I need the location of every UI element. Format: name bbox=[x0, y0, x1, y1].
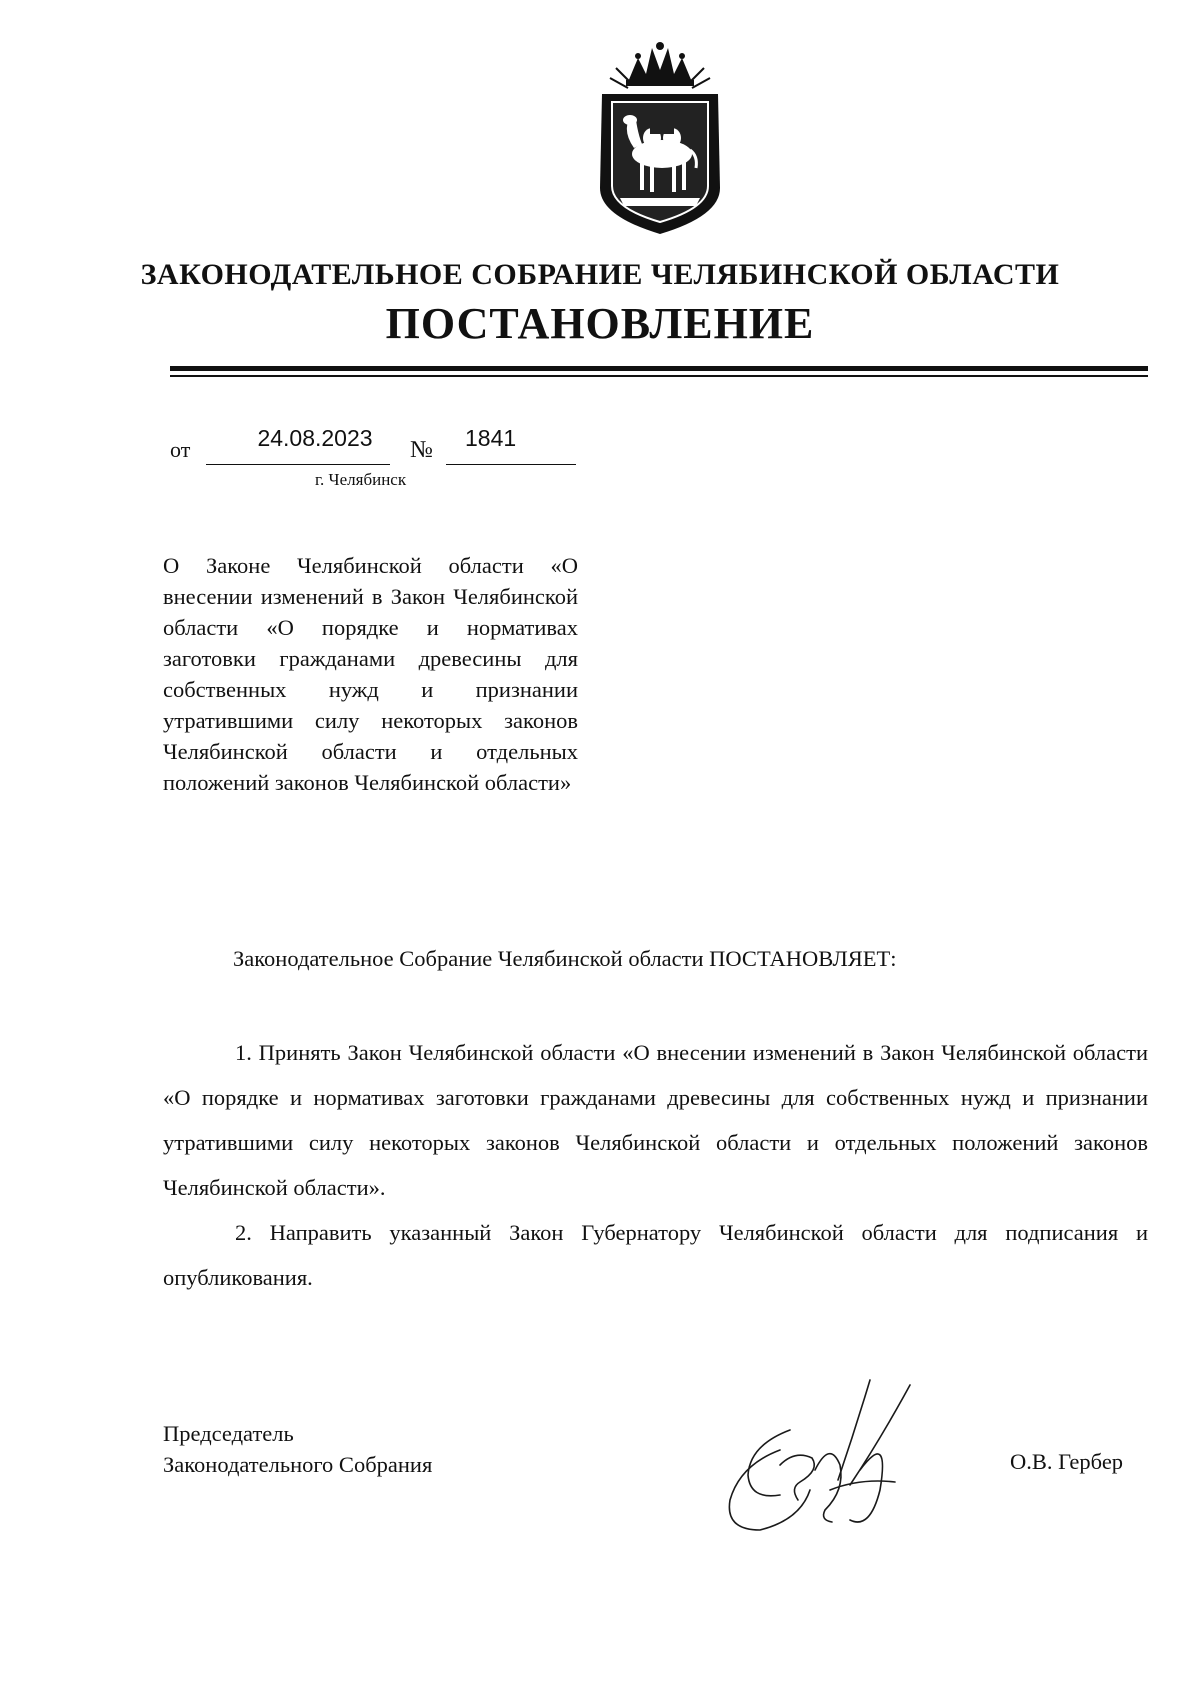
registration-block bbox=[170, 425, 590, 495]
header-divider-thin bbox=[170, 375, 1148, 377]
document-city: г. Челябинск bbox=[315, 470, 407, 489]
header-divider-thick bbox=[170, 366, 1148, 371]
resolution-items bbox=[163, 1030, 1148, 1300]
organization-title: ЗАКОНОДАТЕЛЬНОЕ СОБРАНИЕ ЧЕЛЯБИНСКОЙ ОБЛАСТИ bbox=[140, 258, 1060, 291]
resolution-item: 2. Направить указанный Закон Губернатору Челябинской области для подписания и опубликования. bbox=[163, 1220, 1148, 1290]
signatory-name: О.В. Гербер bbox=[1010, 1449, 1124, 1474]
date-prefix: от bbox=[170, 437, 191, 462]
number-sign: № bbox=[410, 437, 433, 463]
coat-of-arms-icon bbox=[580, 38, 740, 238]
document-date: 24.08.2023 bbox=[257, 425, 373, 451]
document-subject: О Законе Челябинской области «О внесении изменений в Закон Челябинской области «О порядке и нормативах заготовки гражданами древесины для собственных нужд и признании утратившими силу некоторых законов Челябинской области и отдельных положений законов Челябинской области» bbox=[163, 553, 578, 795]
signatory-position bbox=[163, 1418, 432, 1480]
resolution-preamble: Законодательное Собрание Челябинской области ПОСТАНОВЛЯЕТ: bbox=[233, 946, 897, 971]
number-underline bbox=[446, 464, 576, 465]
date-underline bbox=[206, 464, 390, 465]
signatory-position-line: Председатель bbox=[163, 1421, 294, 1446]
document-number: 1841 bbox=[465, 425, 517, 451]
handwritten-signature-icon bbox=[720, 1370, 980, 1540]
signatory-position-line: Законодательного Собрания bbox=[163, 1452, 433, 1477]
document-type-title: ПОСТАНОВЛЕНИЕ bbox=[385, 299, 815, 348]
resolution-item: 1. Принять Закон Челябинской области «О внесении изменений в Закон Челябинской области «О порядке и нормативах заготовки гражданами древесины для собственных нужд и признании утратившими силу некоторых законов Челябинской области и отдельных положений законов Челябинской области». bbox=[163, 1040, 1148, 1200]
